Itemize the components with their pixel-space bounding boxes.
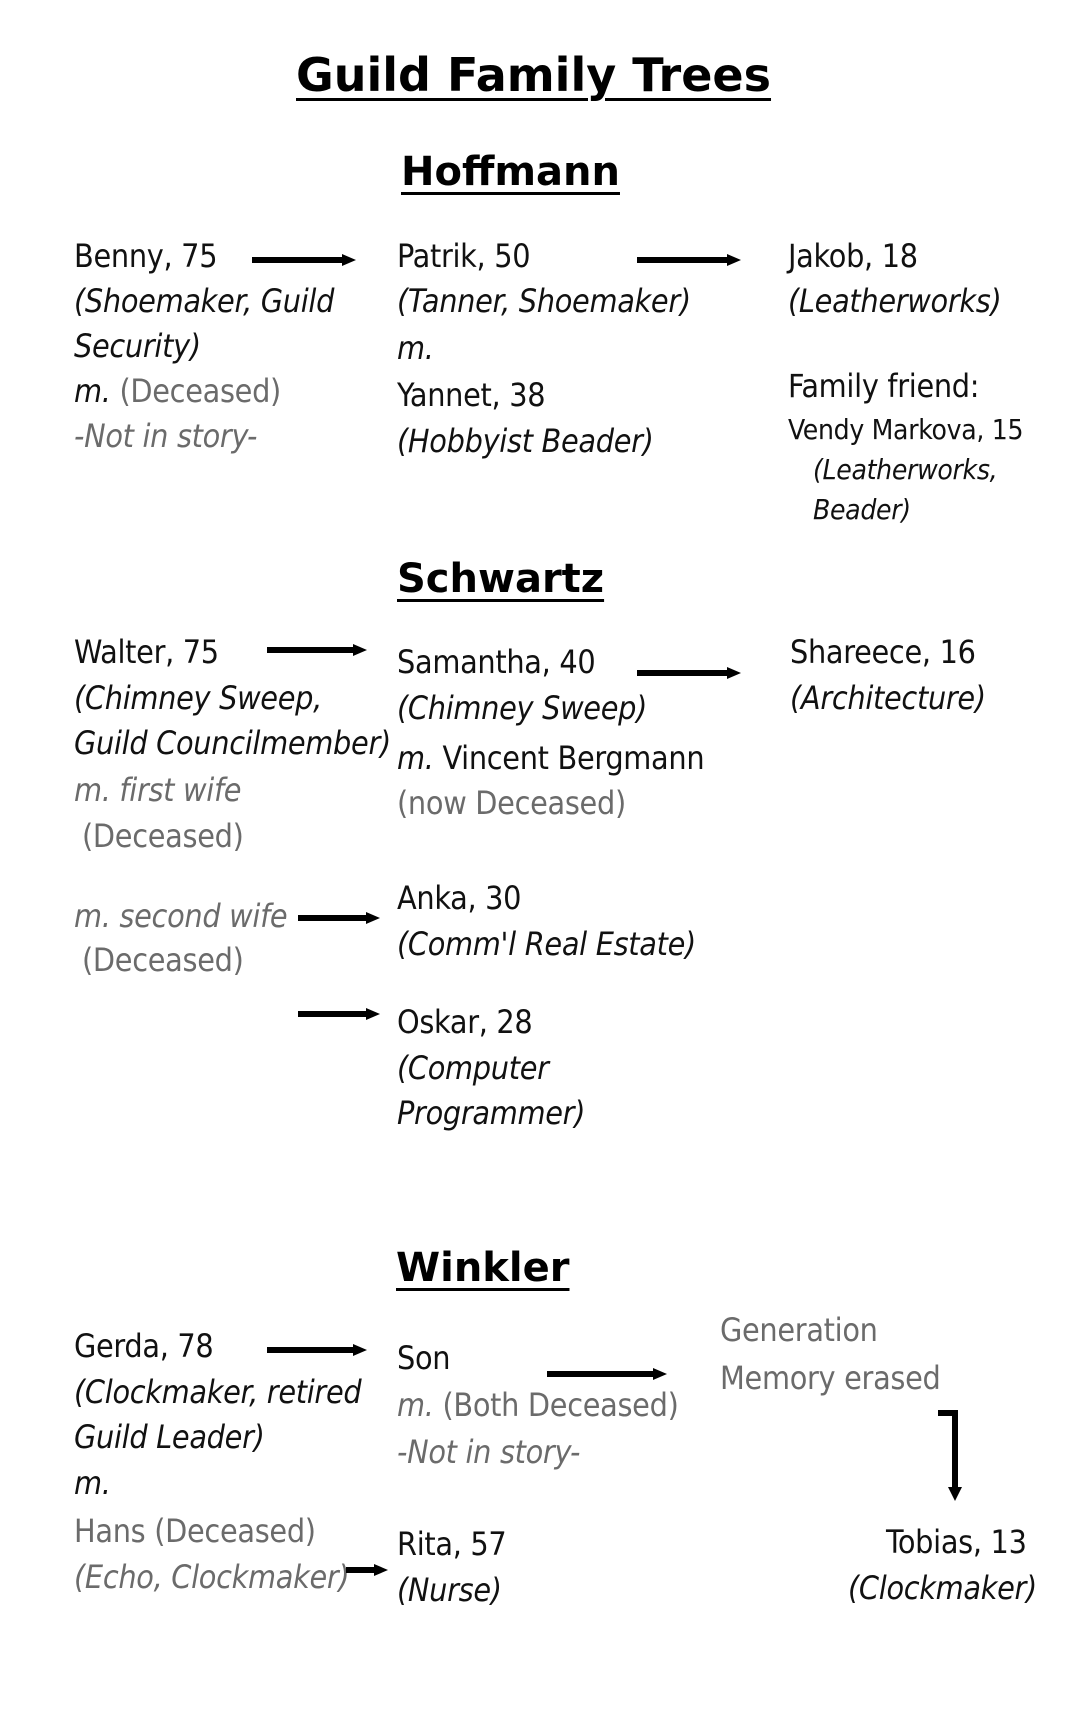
- arrow-son-to-generation: [545, 1364, 675, 1384]
- arrow-second-wife-to-anka: [296, 908, 386, 928]
- patrik-name: Patrik, 50: [397, 237, 531, 275]
- walter-role-line2: Guild Councilmember): [74, 724, 391, 762]
- anka-role: (Comm'l Real Estate): [397, 925, 696, 963]
- benny-role-line1: (Shoemaker, Guild: [74, 282, 335, 320]
- yannet-name: Yannet, 38: [397, 376, 546, 414]
- gerda-role-line1: (Clockmaker, retired: [74, 1373, 362, 1411]
- son-married-status: (Both Deceased): [442, 1386, 679, 1424]
- samantha-married-line: [397, 740, 704, 776]
- arrow-second-wife-to-oskar: [296, 1004, 386, 1024]
- walter-first-wife: m. first wife: [74, 771, 242, 809]
- arrow-gerda-to-son: [265, 1340, 375, 1360]
- tobias-role: (Clockmaker): [848, 1569, 1037, 1607]
- gerda-role-line2: Guild Leader): [74, 1418, 265, 1456]
- benny-married-prefix: m.: [74, 372, 111, 410]
- shareece-role: (Architecture): [790, 679, 986, 717]
- arrow-benny-to-patrik: [250, 250, 360, 270]
- walter-name: Walter, 75: [74, 633, 219, 671]
- samantha-spouse-status: (now Deceased): [397, 784, 626, 822]
- oskar-role-line1: (Computer: [397, 1049, 549, 1087]
- vendy-role-line2: Beader): [813, 493, 911, 526]
- benny-name: Benny, 75: [74, 237, 218, 275]
- arrow-patrik-to-jakob: [635, 250, 745, 270]
- family-friend-label: Family friend:: [788, 367, 980, 405]
- tobias-name: Tobias, 13: [886, 1523, 1027, 1561]
- generation-line2: Memory erased: [720, 1359, 941, 1397]
- gerda-name: Gerda, 78: [74, 1327, 214, 1365]
- family-title-hoffmann: Hoffmann: [401, 149, 620, 195]
- arrow-samantha-to-shareece: [635, 663, 745, 683]
- vendy-name: Vendy Markova, 15: [788, 413, 1024, 446]
- son-name: Son: [397, 1339, 451, 1377]
- yannet-role: (Hobbyist Beader): [397, 422, 654, 460]
- hans-name: Hans (Deceased): [74, 1512, 316, 1550]
- page-title: Guild Family Trees: [296, 48, 772, 102]
- generation-line1: Generation: [720, 1311, 878, 1349]
- walter-second-wife: m. second wife: [74, 897, 288, 935]
- oskar-role-line2: Programmer): [397, 1094, 586, 1132]
- arrow-walter-to-samantha: [265, 640, 375, 660]
- walter-role-line1: (Chimney Sweep,: [74, 679, 322, 717]
- samantha-role: (Chimney Sweep): [397, 689, 648, 727]
- family-title-schwartz: Schwartz: [397, 556, 605, 602]
- jakob-name: Jakob, 18: [788, 237, 918, 275]
- samantha-spouse: Vincent Bergmann: [442, 739, 705, 777]
- jakob-role: (Leatherworks): [788, 282, 1002, 320]
- vendy-role-line1: (Leatherworks,: [813, 453, 998, 486]
- benny-married-line: [74, 373, 281, 409]
- family-title-winkler: Winkler: [396, 1245, 570, 1291]
- shareece-name: Shareece, 16: [790, 633, 976, 671]
- son-married-prefix: m.: [397, 1386, 434, 1424]
- arrow-hans-to-rita: [344, 1560, 394, 1580]
- walter-first-wife-status: (Deceased): [82, 817, 244, 855]
- son-note: -Not in story-: [397, 1433, 581, 1471]
- rita-role: (Nurse): [397, 1571, 502, 1609]
- benny-note: -Not in story-: [74, 417, 258, 455]
- gerda-married-prefix: m.: [74, 1464, 111, 1502]
- anka-name: Anka, 30: [397, 879, 522, 917]
- arrow-generation-to-tobias: [930, 1405, 970, 1505]
- samantha-name: Samantha, 40: [397, 643, 596, 681]
- patrik-role: (Tanner, Shoemaker): [397, 282, 691, 320]
- oskar-name: Oskar, 28: [397, 1003, 533, 1041]
- benny-married-status: (Deceased): [119, 372, 281, 410]
- patrik-married-prefix: m.: [397, 329, 434, 367]
- samantha-married-prefix: m.: [397, 739, 434, 777]
- walter-second-wife-status: (Deceased): [82, 941, 244, 979]
- benny-role-line2: Security): [74, 327, 201, 365]
- rita-name: Rita, 57: [397, 1525, 507, 1563]
- son-married-line: [397, 1387, 679, 1423]
- hans-role: (Echo, Clockmaker): [74, 1558, 350, 1596]
